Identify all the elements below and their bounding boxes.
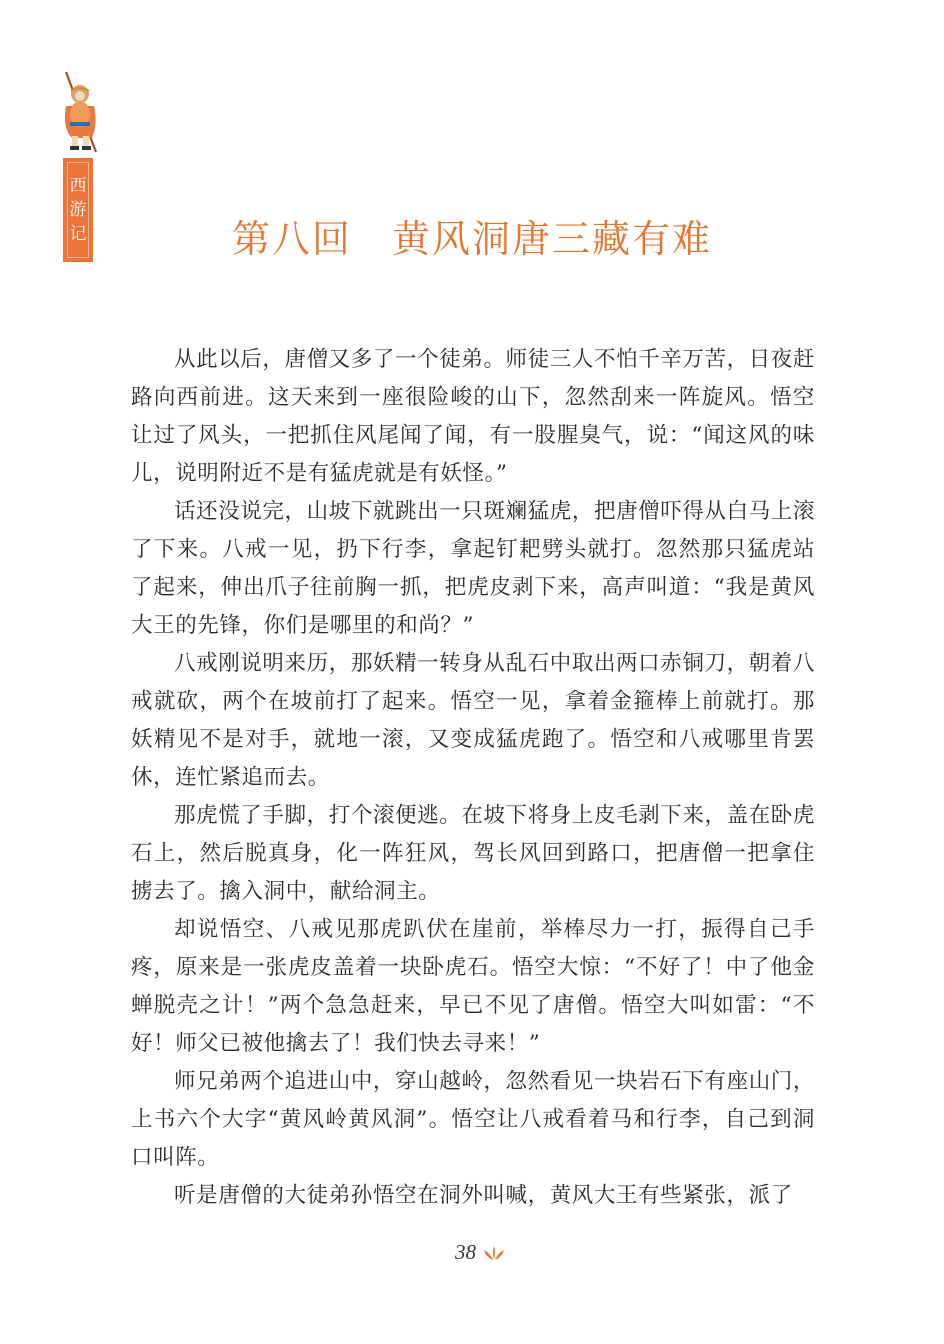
monkey-king-figure-icon	[52, 66, 112, 158]
side-tab-char: 游	[69, 200, 87, 220]
page-footer	[455, 1240, 506, 1265]
paragraph: 八戒刚说明来历，那妖精一转身从乱石中取出两口赤铜刀，朝着八戒就砍，两个在坡前打了起来。悟空一见，拿着金箍棒上前就打。那妖精见不是对手，就地一滚，又变成猛虎跑了。悟空和八戒哪里肯罢休，连忙紧追而去。	[131, 651, 815, 790]
paragraph: 那虎慌了手脚，打个滚便逃。在坡下将身上皮毛剥下来，盖在卧虎石上，然后脱真身，化一阵狂风，驾长风回到路口，把唐僧一把拿住掳去了。擒入洞中，献给洞主。	[131, 803, 815, 904]
paragraph: 话还没说完，山坡下就跳出一只斑斓猛虎，把唐僧吓得从白马上滚了下来。八戒一见，扔下行李，拿起钉耙劈头就打。忽然那只猛虎站了起来，伸出爪子往前胸一抓，把虎皮剥下来，高声叫道：“我是黄风大王的先锋，你们是哪里的和尚？”	[131, 499, 815, 638]
chapter-body	[131, 341, 815, 1215]
paragraph: 听是唐僧的大徒弟孙悟空在洞外叫喊，黄风大王有些紧张，派了	[174, 1183, 793, 1208]
chapter-title	[0, 208, 944, 263]
paragraph: 却说悟空、八戒见那虎趴伏在崖前，举棒尽力一打，振得自己手疼，原来是一张虎皮盖着一块卧虎石。悟空大惊：“不好了！中了他金蝉脱壳之计！”两个急急赶来，早已不见了唐僧。悟空大叫如雷：“不好！师父已被他擒去了！我们快去寻来！”	[131, 917, 815, 1056]
side-tab-char: 记	[69, 224, 87, 244]
paragraph: 师兄弟两个追进山中，穿山越岭，忽然看见一块岩石下有座山门，上书六个大字“黄风岭黄风洞”。悟空让八戒看着马和行李，自己到洞口叫阵。	[131, 1069, 815, 1170]
paragraph: 从此以后，唐僧又多了一个徒弟。师徒三人不怕千辛万苦，日夜赶路向西前进。这天来到一座很险峻的山下，忽然刮来一阵旋风。悟空让过了风头，一把抓住风尾闻了闻，有一股腥臭气，说：“闻这风的味儿，说明附近不是有猛虎就是有妖怪。”	[131, 347, 815, 486]
page-number: 38	[455, 1240, 476, 1264]
side-tab-char: 西	[69, 176, 87, 196]
chapter-name: 黄风洞唐三藏有难	[392, 217, 713, 261]
chapter-number: 第八回	[231, 217, 352, 261]
leaf-ornament-icon	[482, 1245, 506, 1261]
